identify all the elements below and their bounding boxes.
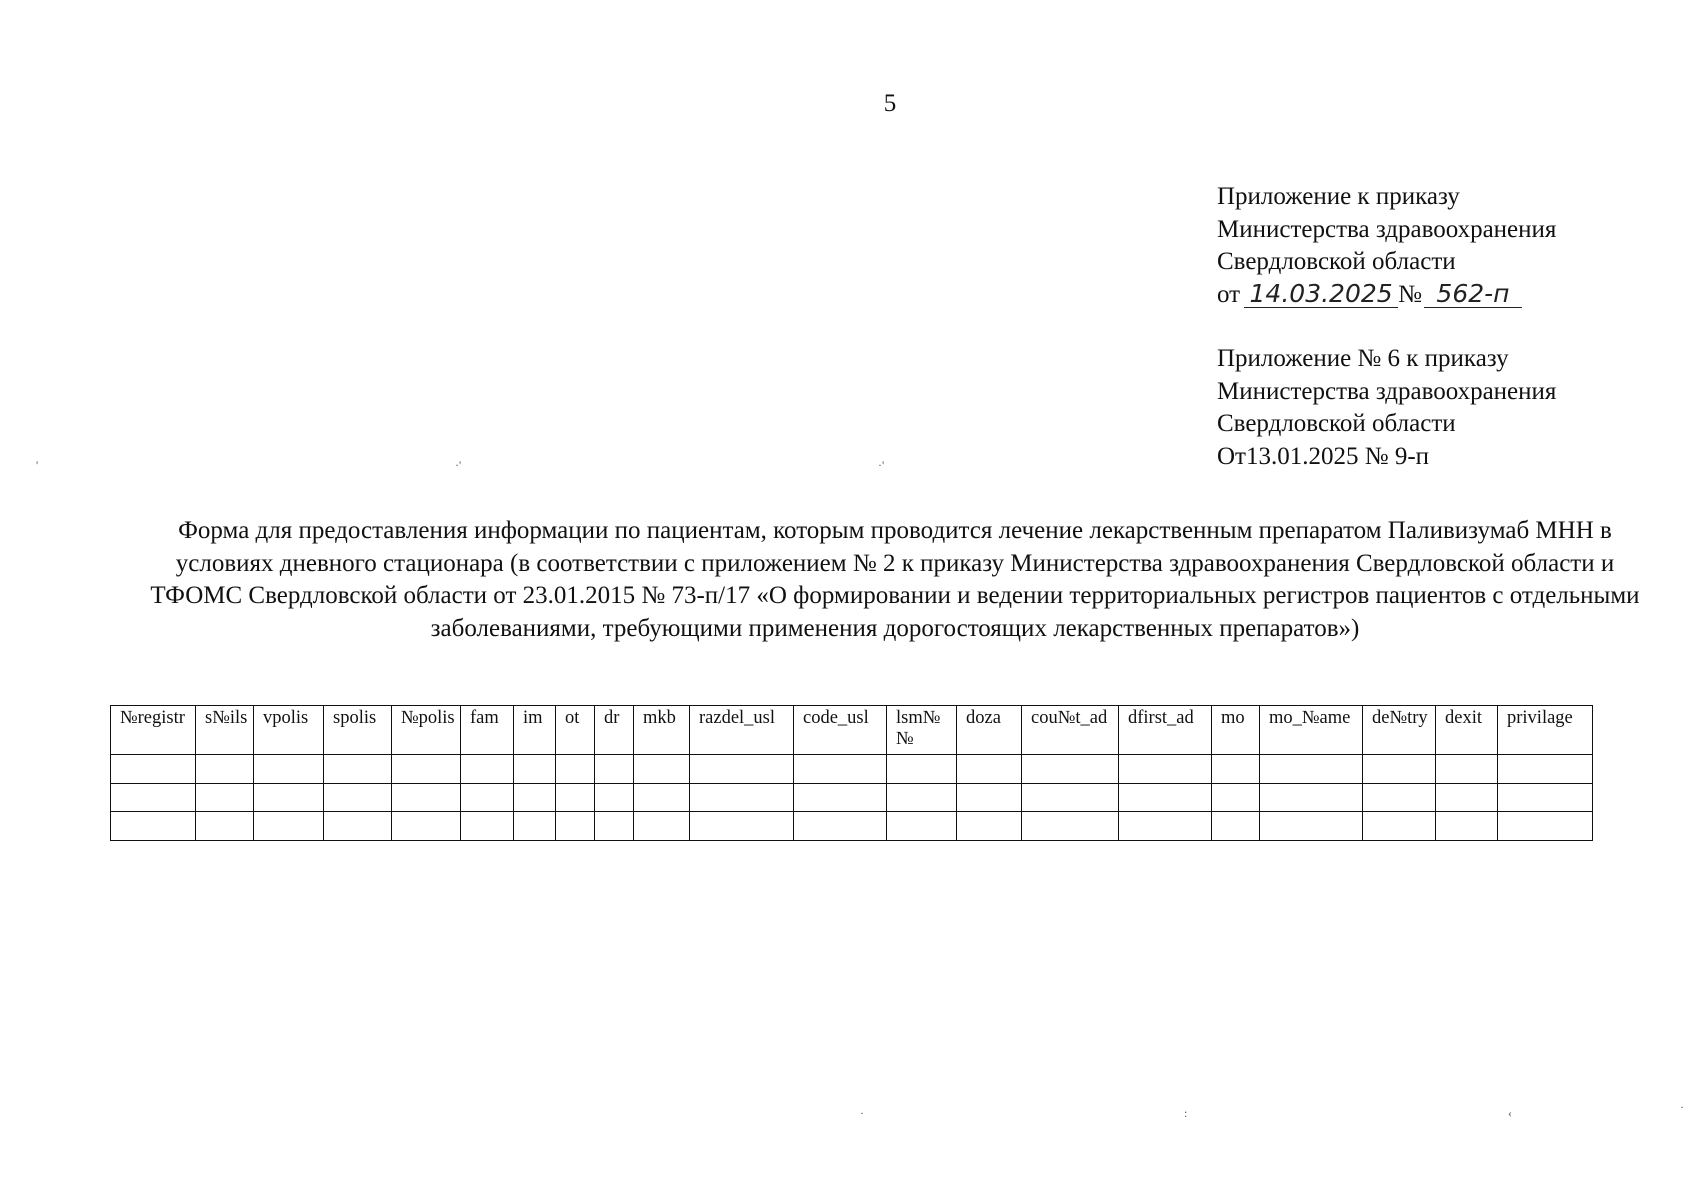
table-cell: [957, 783, 1022, 812]
table-cell: [1363, 755, 1436, 784]
table-cell: [392, 812, 461, 841]
table-cell: [1498, 783, 1593, 812]
table-cell: [1436, 783, 1498, 812]
table-cell: [1260, 783, 1363, 812]
table-cell: [1022, 755, 1119, 784]
table-cell: [634, 783, 690, 812]
annex-previous-line: Свердловской области: [1217, 410, 1456, 437]
table-cell: [556, 812, 595, 841]
table-cell: [794, 783, 887, 812]
scan-speck: :: [1184, 1106, 1188, 1120]
column-header: fam: [461, 706, 514, 755]
table-cell: [392, 755, 461, 784]
table-cell: [957, 755, 1022, 784]
table-cell: [1436, 755, 1498, 784]
column-header: №polis: [392, 706, 461, 755]
column-header: im: [514, 706, 556, 755]
table-cell: [1119, 783, 1212, 812]
table-cell: [1260, 755, 1363, 784]
scan-speck: ‹: [1508, 1106, 1512, 1120]
table-row: [111, 783, 1593, 812]
table-cell: [196, 755, 254, 784]
table-cell: [634, 812, 690, 841]
table-cell: [514, 783, 556, 812]
handwritten-date: 14.03.2025: [1244, 281, 1398, 308]
table-cell: [254, 812, 324, 841]
table-cell: [196, 812, 254, 841]
table-cell: [1260, 812, 1363, 841]
annex-current-date-row: [1217, 279, 1657, 312]
table-cell: [957, 812, 1022, 841]
column-header: mo: [1212, 706, 1260, 755]
annex-current-block: [1217, 181, 1657, 311]
table-cell: [111, 783, 196, 812]
table-cell: [392, 783, 461, 812]
table-cell: [111, 755, 196, 784]
annex-previous-line: Приложение № 6 к приказу: [1217, 345, 1509, 372]
table-cell: [111, 812, 196, 841]
column-header: de№try: [1363, 706, 1436, 755]
table-cell: [887, 783, 957, 812]
annex-current-line: Свердловской области: [1217, 248, 1456, 275]
table-cell: [1498, 755, 1593, 784]
column-header: cou№t_ad: [1022, 706, 1119, 755]
table-cell: [324, 812, 392, 841]
table-cell: [514, 812, 556, 841]
annex-current-line: Приложение к приказу: [1217, 183, 1460, 210]
table-cell: [690, 812, 794, 841]
table-cell: [690, 783, 794, 812]
table-body: [111, 755, 1593, 841]
scan-speck: ·': [878, 458, 885, 472]
table-cell: [254, 755, 324, 784]
table-cell: [595, 755, 634, 784]
page-number: 5: [883, 90, 897, 117]
column-header: ot: [556, 706, 595, 755]
table-cell: [254, 783, 324, 812]
table-cell: [1212, 755, 1260, 784]
column-header: dexit: [1436, 706, 1498, 755]
table-cell: [887, 755, 957, 784]
table-cell: [1119, 755, 1212, 784]
table-cell: [556, 755, 595, 784]
scan-speck: ·: [860, 1106, 864, 1120]
column-header: privilage: [1498, 706, 1593, 755]
table-cell: [1212, 783, 1260, 812]
table-cell: [1212, 812, 1260, 841]
table-cell: [196, 783, 254, 812]
column-header: vpolis: [254, 706, 324, 755]
annex-current-line: Министерства здравоохранения: [1217, 215, 1557, 243]
column-header: lsm№№: [887, 706, 957, 755]
table-cell: [556, 783, 595, 812]
table-cell: [324, 783, 392, 812]
table-cell: [794, 755, 887, 784]
table-cell: [461, 755, 514, 784]
register-table-container: [110, 705, 1592, 841]
annex-previous-block: [1217, 343, 1657, 473]
table-row: [111, 755, 1593, 784]
table-cell: [324, 755, 392, 784]
column-header: spolis: [324, 706, 392, 755]
table-cell: [461, 783, 514, 812]
table-header-row: [111, 706, 1593, 755]
table-cell: [1022, 783, 1119, 812]
column-header: dfirst_ad: [1119, 706, 1212, 755]
table-cell: [595, 812, 634, 841]
column-header: code_usl: [794, 706, 887, 755]
table-cell: [514, 755, 556, 784]
table-cell: [1119, 812, 1212, 841]
column-header: dr: [595, 706, 634, 755]
column-header: doza: [957, 706, 1022, 755]
table-cell: [461, 812, 514, 841]
column-header: mkb: [634, 706, 690, 755]
table-cell: [1022, 812, 1119, 841]
table-cell: [595, 783, 634, 812]
form-title: Форма для предоставления информации по пациентам, которым проводится лечение лекарственным препаратом Паливизумаб МНН в условиях дневного стационара (в соответствии с приложением № 2 к приказу Министерства здравоохранения Свердловской области и ТФОМС Свердловской области от 23.01.2015 № 73-п/17 «О формировании и ведении территориальных регистров пациентов с отдельными заболеваниями, требующими применения дорогостоящих лекарственных препаратов»): [150, 517, 1640, 642]
table-cell: [1436, 812, 1498, 841]
scan-speck: ·': [455, 458, 462, 472]
scan-speck: ': [36, 458, 39, 472]
column-header: razdel_usl: [690, 706, 794, 755]
table-row: [111, 812, 1593, 841]
table-cell: [690, 755, 794, 784]
table-cell: [634, 755, 690, 784]
table-cell: [1363, 812, 1436, 841]
handwritten-order-number: 562-п: [1424, 281, 1522, 308]
scan-speck: ·: [1680, 1100, 1684, 1114]
table-cell: [794, 812, 887, 841]
column-header: №registr: [111, 706, 196, 755]
number-sign: №: [1398, 280, 1422, 308]
register-table: [110, 705, 1593, 841]
table-cell: [1498, 812, 1593, 841]
date-prefix: от: [1217, 280, 1241, 308]
annex-previous-line: От13.01.2025 № 9-п: [1217, 442, 1430, 470]
table-cell: [1363, 783, 1436, 812]
column-header: mo_№ame: [1260, 706, 1363, 755]
annex-previous-line: Министерства здравоохранения: [1217, 377, 1557, 405]
column-header: s№ils: [196, 706, 254, 755]
table-cell: [887, 812, 957, 841]
